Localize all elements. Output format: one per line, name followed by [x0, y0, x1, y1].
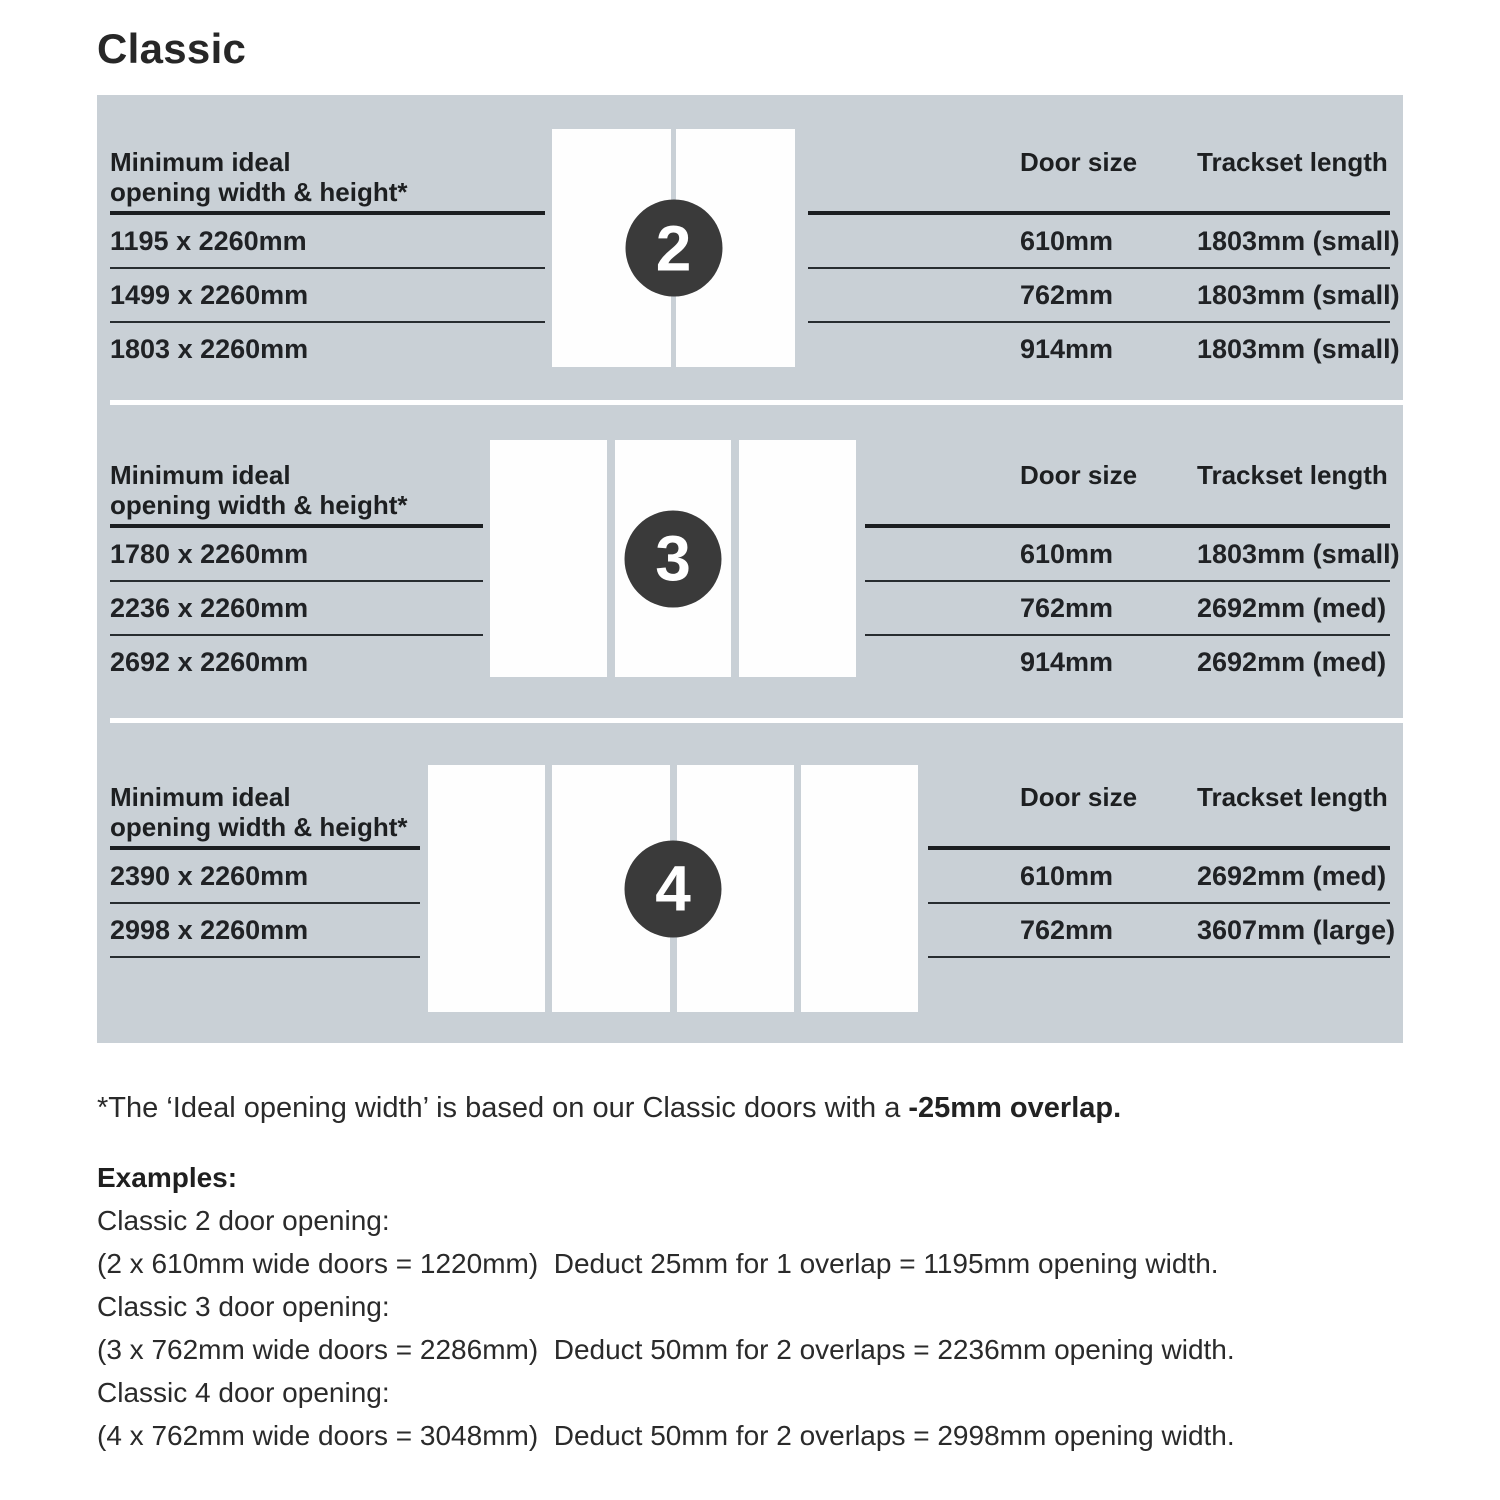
door-size-value: 762mm [1020, 914, 1114, 945]
table-row [865, 636, 1390, 688]
door-count-badge: 3 [625, 510, 722, 607]
section-3-door [97, 405, 1403, 718]
page-title: Classic [97, 25, 247, 72]
example-line: (3 x 762mm wide doors = 2286mm) Deduct 50mm for 2 overlaps = 2236mm opening width. [97, 1334, 1235, 1365]
door-size-value: 914mm [1020, 646, 1114, 677]
table-row [808, 215, 1400, 269]
door-count-badge: 2 [625, 200, 722, 297]
door-size-value: 610mm [1020, 860, 1114, 891]
opening-size-value: 1499 x 2260mm [110, 279, 309, 310]
section-2-door [97, 95, 1403, 400]
header-line: Minimum ideal [110, 460, 291, 490]
example-line: Classic 3 door opening: [97, 1291, 390, 1322]
opening-size-header [110, 460, 483, 524]
table-row [110, 323, 545, 375]
door-count-badge: 4 [625, 840, 722, 937]
spec-panel [97, 95, 1403, 1043]
opening-size-table [110, 405, 483, 688]
trackset-value: 3607mm (large) [1197, 914, 1396, 945]
footnote [97, 1091, 1121, 1125]
trackset-value: 1803mm (small) [1197, 225, 1400, 256]
door-panel [428, 765, 545, 1012]
trackset-value: 1803mm (small) [1197, 333, 1400, 364]
door-size-value: 610mm [1020, 538, 1114, 569]
opening-size-value: 2390 x 2260mm [110, 860, 309, 891]
trackset-value: 2692mm (med) [1197, 860, 1387, 891]
door-size-value: 762mm [1020, 592, 1114, 623]
example-line: (2 x 610mm wide doors = 1220mm) Deduct 25mm for 1 overlap = 1195mm opening width. [97, 1248, 1219, 1279]
opening-size-value: 1780 x 2260mm [110, 538, 309, 569]
section-4-door [97, 723, 1403, 1043]
table-row [110, 582, 483, 636]
example-line: (4 x 762mm wide doors = 3048mm) Deduct 50mm for 2 overlaps = 2998mm opening width. [97, 1420, 1235, 1451]
trackset-column-header: Trackset length [1197, 147, 1388, 177]
footnote-text: *The ‘Ideal opening width’ is based on our Classic doors with a [97, 1092, 909, 1124]
trackset-column-header: Trackset length [1197, 782, 1388, 812]
opening-size-value: 2692 x 2260mm [110, 646, 309, 677]
trackset-value: 2692mm (med) [1197, 646, 1387, 677]
door-diagram-4 [428, 765, 918, 1012]
trackset-value: 2692mm (med) [1197, 592, 1387, 623]
trackset-column-header: Trackset length [1197, 460, 1388, 490]
table-row [110, 904, 420, 958]
header-line: opening width & height* [110, 490, 408, 520]
header-line: Minimum ideal [110, 782, 291, 812]
door-size-value: 762mm [1020, 279, 1114, 310]
door-size-header [808, 147, 1390, 211]
opening-size-table [110, 723, 420, 958]
table-row [110, 215, 545, 269]
table-row [110, 850, 420, 904]
door-size-value: 610mm [1020, 225, 1114, 256]
header-line: opening width & height* [110, 812, 408, 842]
table-row [110, 636, 483, 688]
opening-size-value: 2998 x 2260mm [110, 914, 309, 945]
opening-size-value: 2236 x 2260mm [110, 592, 309, 623]
door-size-value: 914mm [1020, 333, 1114, 364]
door-size-table [808, 95, 1400, 375]
table-row [808, 269, 1400, 323]
door-size-table [928, 723, 1396, 958]
opening-size-header [110, 782, 420, 846]
table-row [928, 904, 1396, 958]
door-panel [801, 765, 918, 1012]
door-diagram-2 [552, 129, 795, 367]
table-row [110, 528, 483, 582]
door-size-table [865, 405, 1400, 688]
door-diagram-3 [490, 440, 856, 677]
table-row [865, 528, 1400, 582]
door-size-column-header: Door size [1020, 460, 1138, 490]
table-row [865, 582, 1390, 636]
table-row [928, 850, 1390, 904]
header-line: Minimum ideal [110, 147, 291, 177]
opening-size-value: 1195 x 2260mm [110, 225, 307, 256]
door-size-header [865, 460, 1390, 524]
opening-size-header [110, 147, 545, 211]
examples-block [97, 1156, 1235, 1457]
header-line: opening width & height* [110, 177, 408, 207]
door-panel [739, 440, 856, 677]
table-row [110, 269, 545, 323]
trackset-value: 1803mm (small) [1197, 538, 1400, 569]
table-row [808, 323, 1400, 375]
opening-size-value: 1803 x 2260mm [110, 333, 309, 364]
trackset-value: 1803mm (small) [1197, 279, 1400, 310]
opening-size-table [110, 95, 545, 375]
door-size-header [928, 782, 1390, 846]
door-size-column-header: Door size [1020, 782, 1138, 812]
example-line: Classic 4 door opening: [97, 1377, 390, 1408]
footnote-bold-text: -25mm overlap. [908, 1092, 1122, 1124]
door-panel [490, 440, 607, 677]
door-size-column-header: Door size [1020, 147, 1138, 177]
examples-heading: Examples: [97, 1162, 238, 1193]
example-line: Classic 2 door opening: [97, 1205, 390, 1236]
